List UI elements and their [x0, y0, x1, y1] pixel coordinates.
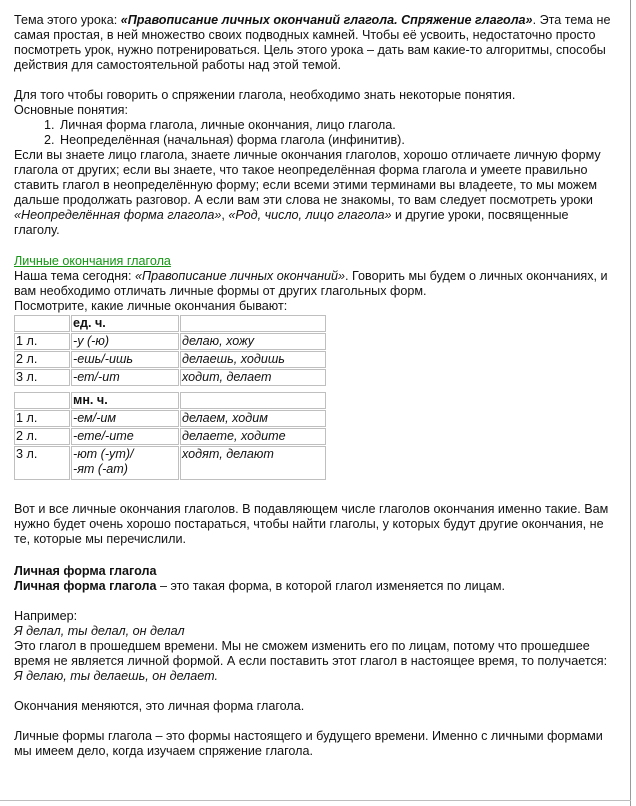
- concept-item: 1. Личная форма глагола, личные окончания, лицо глагола.: [58, 118, 614, 133]
- endings-intro-lead: Наша тема сегодня:: [14, 269, 135, 283]
- lesson-topic: «Правописание личных окончаний глагола. Спряжение глагола»: [120, 13, 533, 27]
- example-label: Например:: [14, 609, 78, 623]
- document-body: [14, 13, 614, 759]
- person-cell: 3 л.: [14, 369, 70, 386]
- endings-change-note: Окончания меняются, это личная форма глагола.: [14, 699, 305, 713]
- window-right-edge: [630, 0, 631, 806]
- singular-header: ед. ч.: [71, 315, 179, 332]
- table-row: [14, 351, 326, 368]
- intro-paragraph: [14, 13, 614, 73]
- definition-text: – это такая форма, в которой глагол изменяется по лицам.: [156, 579, 505, 593]
- spacer: [14, 73, 614, 88]
- endings-intro: [14, 269, 614, 299]
- endings-summary: Вот и все личные окончания глаголов. В подавляющем числе глаголов окончания именно такие. Вам нужно будет очень хорошо постараться, чтобы найти глаголы, у которых будут другие окончания, не те, которые мы перечислили.: [14, 502, 609, 546]
- concepts-lead: Для того чтобы говорить о спряжении глагола, необходимо знать некоторые понятия.: [14, 88, 516, 102]
- spacer: [14, 547, 614, 564]
- concepts-list: [14, 118, 614, 148]
- plural-header: мн. ч.: [71, 392, 179, 409]
- ending-cell: -ют (-ут)/ -ят (-ат): [71, 446, 179, 480]
- example-cell: делаешь, ходишь: [180, 351, 326, 368]
- example-cell: ходят, делают: [180, 446, 326, 480]
- endings-table-caption: Посмотрите, какие личные окончания бывают:: [14, 299, 288, 313]
- concepts-text-end: и другие уроки, посвященные глаголу.: [14, 208, 569, 237]
- lesson-reference-gender-number-person: «Род, число, лицо глагола»: [228, 208, 392, 222]
- spacer: [14, 238, 614, 254]
- example-cell: делаем, ходим: [180, 410, 326, 427]
- example-cell: делаю, хожу: [180, 333, 326, 350]
- person-cell: 2 л.: [14, 351, 70, 368]
- singular-endings-table: [13, 314, 327, 387]
- example-cell: делаете, ходите: [180, 428, 326, 445]
- ending-cell: -ете/-ите: [71, 428, 179, 445]
- person-cell: 3 л.: [14, 446, 70, 480]
- intro-rest: . Эта тема не самая простая, в ней множество своих подводных камней. Чтобы её усвоить, недостаточно просто посмотреть урок, нужно потренироваться. Цель этого урока – дать вам какие-то алгоритмы, способы действия для самостоятельной работы над этой темой.: [14, 13, 611, 72]
- concepts-text: Если вы знаете лицо глагола, знаете личные окончания глаголов, хорошо отличаете личную форму глагола от других; если вы знаете, что такое неопределённая форма глагола и умеете правильно ставить глагол в неопределённую форму; если всеми этими терминами вы владеете, то мы можем дальше продолжать разговор. А если вам эти слова не знакомы, то вам следует посмотреть уроки: [14, 148, 601, 207]
- window-bottom-edge: [0, 800, 631, 801]
- personal-form-definition: [14, 579, 614, 594]
- table-row: [14, 410, 326, 427]
- endings-section-link[interactable]: Личные окончания глагола: [14, 254, 171, 268]
- definition-term: Личная форма глагола: [14, 579, 157, 593]
- example-past-tense: Я делал, ты делал, он делал: [14, 624, 185, 638]
- lesson-reference-infinitive: «Неопределённая форма глагола»: [14, 208, 222, 222]
- concepts-label: Основные понятия:: [14, 103, 128, 117]
- table-row: [14, 315, 326, 332]
- concept-item: 2. Неопределённая (начальная) форма глагола (инфинитив).: [58, 133, 614, 148]
- intro-lead: Тема этого урока:: [14, 13, 121, 27]
- spacer: [14, 481, 614, 502]
- spacer: [14, 684, 614, 699]
- spacer: [14, 714, 614, 729]
- past-tense-explanation: Это глагол в прошедшем времени. Мы не сможем изменить его по лицам, потому что прошедшее время не является личной формой. А если поставить этот глагол в настоящее время, то получается:: [14, 639, 608, 668]
- endings-intro-rest: . Говорить мы будем о личных окончаниях, и вам необходимо отличать личные формы от других глагольных форм.: [14, 269, 608, 298]
- person-cell: 1 л.: [14, 410, 70, 427]
- endings-topic: «Правописание личных окончаний»: [134, 269, 346, 283]
- table-row: [14, 446, 326, 480]
- ending-cell: -у (-ю): [71, 333, 179, 350]
- concepts-explanation: [14, 148, 614, 238]
- ending-cell: -ешь/-ишь: [71, 351, 179, 368]
- table-row: [14, 333, 326, 350]
- table-row: [14, 428, 326, 445]
- example-present-tense: Я делаю, ты делаешь, он делает.: [14, 669, 218, 683]
- example-cell: ходит, делает: [180, 369, 326, 386]
- separator: ,: [221, 208, 229, 222]
- table-row: [14, 392, 326, 409]
- spacer: [14, 594, 614, 609]
- personal-form-conclusion: Личные формы глагола – это формы настоящего и будущего времени. Именно с личными формами мы имеем дело, когда изучаем спряжение глагола.: [14, 729, 603, 758]
- person-cell: 2 л.: [14, 428, 70, 445]
- ending-cell: -ем/-им: [71, 410, 179, 427]
- ending-cell: -ет/-ит: [71, 369, 179, 386]
- personal-form-heading: Личная форма глагола: [14, 564, 157, 578]
- person-cell: 1 л.: [14, 333, 70, 350]
- plural-endings-table: [13, 391, 327, 481]
- table-row: [14, 369, 326, 386]
